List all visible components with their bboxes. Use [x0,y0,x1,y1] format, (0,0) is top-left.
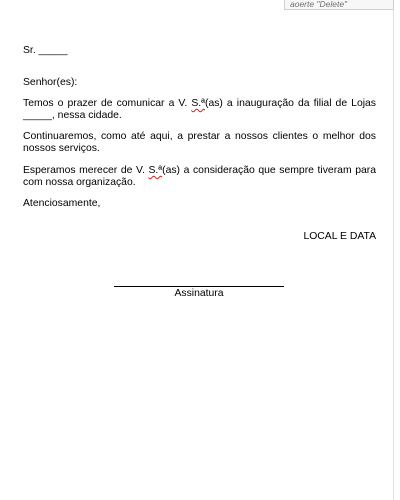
closing: Atenciosamente, [23,198,101,209]
paragraph-3-start: Esperamos merecer de V. [23,165,149,176]
place-and-date: LOCAL E DATA [303,231,376,242]
paragraph-2: Continuaremos, como até aqui, a prestar a nossos clientes o melhor dos nossos serviços. [23,131,376,154]
spellcheck-word[interactable]: S.ª [148,165,163,176]
comment-tooltip-text: aoerte "Delete" [290,0,348,9]
signature-line [114,286,284,287]
spellcheck-word[interactable]: S.ª [191,98,205,109]
recipient-line: Sr. _____ [23,45,68,56]
paragraph-3-end: (as) a consideração que sempre tiveram para com nossa organização. [23,165,376,188]
paragraph-1-end: (as) a inauguração da filial de Lojas _____, nessa cidade. [23,98,377,121]
paragraph-1 [23,98,376,122]
greeting: Senhor(es): [23,77,78,88]
page-edge [393,0,394,500]
paragraph-1-start: Temos o prazer de comunicar a V. [23,98,192,109]
comment-tooltip [284,0,394,10]
signature-label: Assinatura [174,288,224,299]
paragraph-3 [23,165,376,189]
